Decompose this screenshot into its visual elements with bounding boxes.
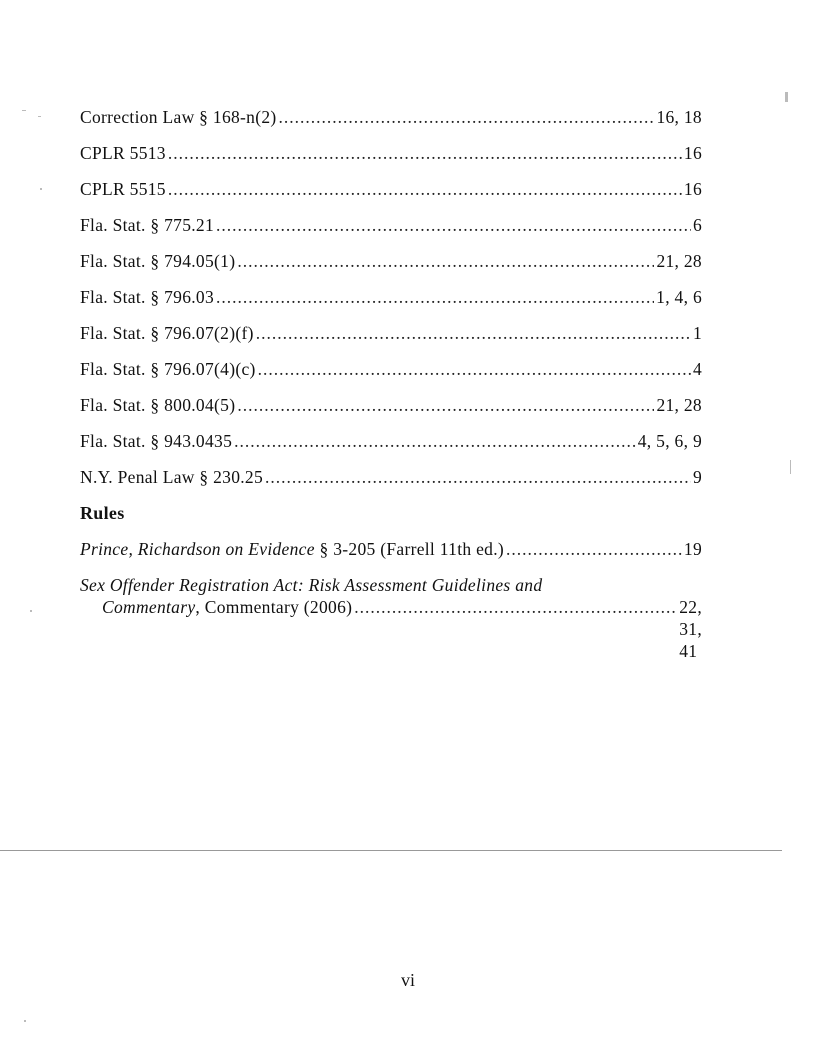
- entry-pages: 21, 28: [656, 395, 702, 415]
- entry-label-rest: , Commentary (2006): [195, 597, 353, 617]
- toc-entry-multiline: [80, 574, 702, 662]
- entry-label: Fla. Stat. § 796.07(4)(c): [80, 359, 256, 379]
- entry-label: Fla. Stat. § 796.03: [80, 287, 215, 307]
- horizontal-rule: [0, 850, 782, 851]
- entry-pages: 16, 18: [656, 107, 702, 127]
- entry-pages: 9: [692, 467, 702, 487]
- entry-label-line1: Sex Offender Registration Act: Risk Assessment Guidelines and: [80, 575, 543, 595]
- scan-speck: [22, 110, 26, 111]
- entry-label: Fla. Stat. § 800.04(5): [80, 395, 236, 415]
- entry-label: Fla. Stat. § 794.05(1): [80, 251, 236, 271]
- entry-pages: 1: [692, 323, 702, 343]
- dot-leader: [506, 538, 682, 560]
- scan-speck: [785, 92, 788, 102]
- table-of-authorities: [80, 106, 702, 662]
- dot-leader: [354, 596, 677, 618]
- entry-label-italic: Commentary: [102, 597, 196, 617]
- toc-entry: [80, 214, 702, 250]
- dot-leader: [258, 358, 691, 380]
- dot-leader: [256, 322, 691, 344]
- toc-entry: [80, 250, 702, 286]
- dot-leader: [237, 394, 654, 416]
- entry-label: Correction Law § 168-n(2): [80, 107, 277, 127]
- entry-label: [102, 596, 352, 618]
- dot-leader: [279, 106, 655, 128]
- entry-pages: 21, 28: [656, 251, 702, 271]
- toc-entry: [80, 286, 702, 322]
- scan-speck: [38, 116, 41, 117]
- scan-speck: [40, 188, 42, 190]
- entry-pages: 1, 4, 6: [656, 287, 702, 307]
- entry-label: N.Y. Penal Law § 230.25: [80, 467, 264, 487]
- entry-label: [80, 538, 504, 560]
- scan-speck: [24, 1020, 26, 1022]
- entry-label: CPLR 5515: [80, 179, 166, 199]
- dot-leader: [216, 214, 691, 236]
- entry-pages: 22, 31, 41: [679, 597, 702, 661]
- toc-entry: [80, 538, 702, 574]
- toc-entry: [80, 430, 702, 466]
- entry-pages: 16: [683, 179, 702, 199]
- toc-entry: [80, 142, 702, 178]
- entry-label: Fla. Stat. § 775.21: [80, 215, 215, 235]
- toc-entry: [80, 394, 702, 430]
- dot-leader: [265, 466, 691, 488]
- toc-entry: [80, 466, 702, 502]
- toc-entry: [80, 322, 702, 358]
- scan-speck: [30, 610, 32, 612]
- page-number: vi: [400, 970, 415, 990]
- entry-label: Fla. Stat. § 943.0435: [80, 431, 233, 451]
- entry-pages: 4: [692, 359, 702, 379]
- entry-pages: 6: [692, 215, 702, 235]
- entry-label: Fla. Stat. § 796.07(2)(f): [80, 323, 254, 343]
- toc-entry: [80, 358, 702, 394]
- dot-leader: [216, 286, 654, 308]
- scan-speck: [790, 460, 791, 474]
- dot-leader: [168, 178, 682, 200]
- entry-pages: 4, 5, 6, 9: [637, 431, 702, 451]
- toc-entry: [80, 178, 702, 214]
- entry-label-italic: Prince, Richardson on Evidence: [80, 539, 315, 559]
- section-heading-rules: Rules: [80, 503, 125, 523]
- dot-leader: [234, 430, 636, 452]
- entry-label-rest: § 3-205 (Farrell 11th ed.): [314, 539, 505, 559]
- entry-pages: 19: [683, 539, 702, 559]
- dot-leader: [168, 142, 682, 164]
- toc-entry: [80, 106, 702, 142]
- entry-label-line2: [80, 596, 702, 662]
- dot-leader: [237, 250, 654, 272]
- entry-pages: 16: [683, 143, 702, 163]
- entry-label: CPLR 5513: [80, 143, 166, 163]
